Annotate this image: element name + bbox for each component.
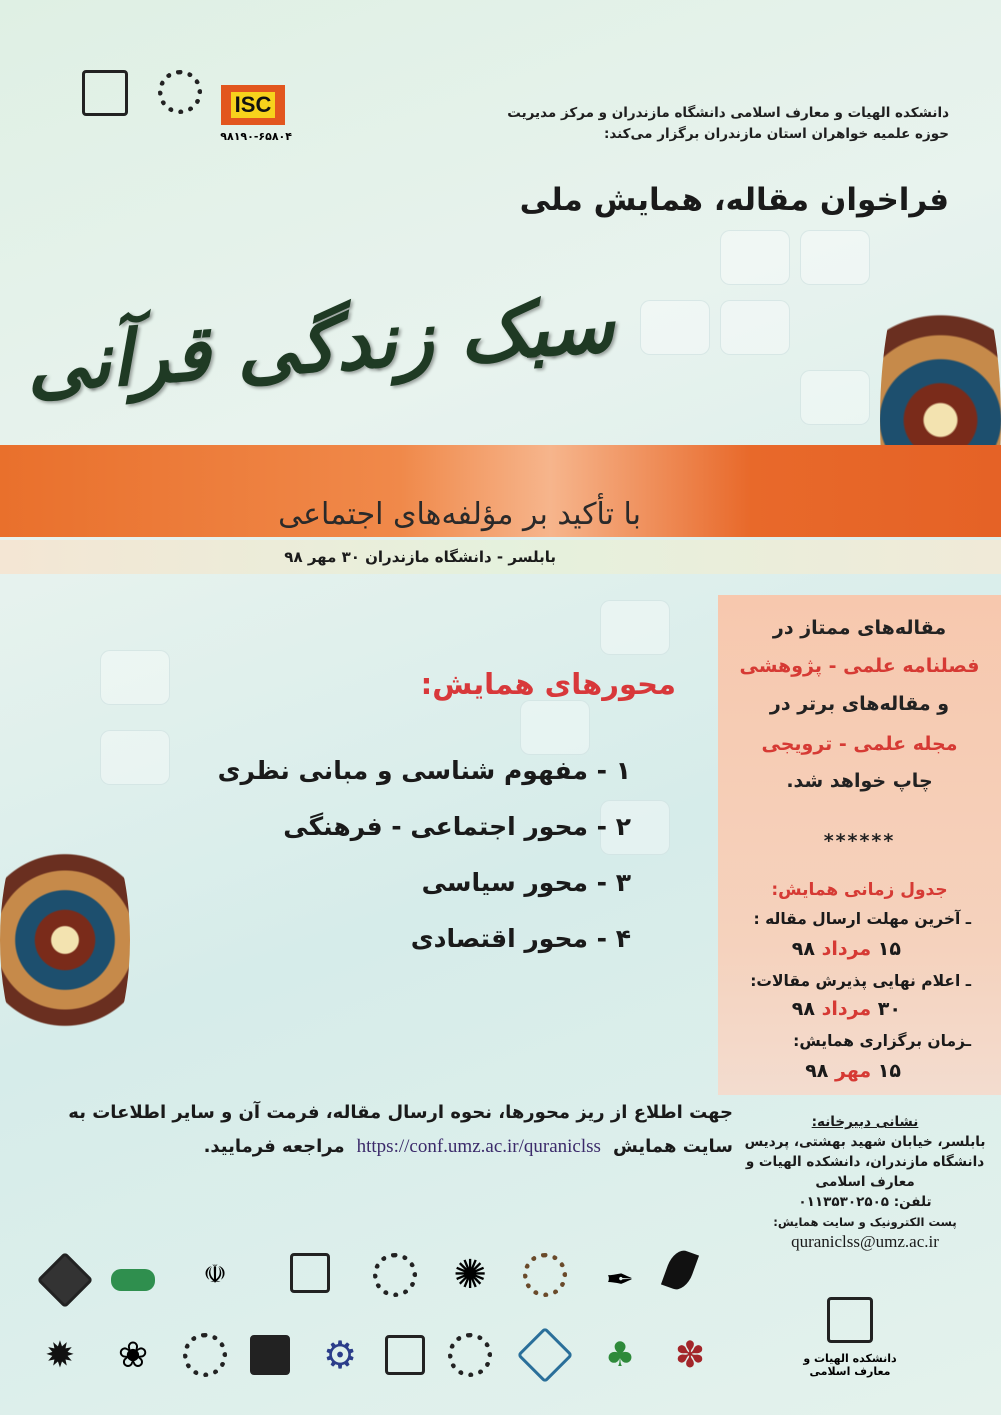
- sponsor-logo: ❀: [117, 1334, 149, 1376]
- subtitle: با تأکید بر مؤلفه‌های اجتماعی: [278, 497, 641, 532]
- panel-line-highlight: مجله علمی - ترویجی: [761, 733, 958, 755]
- place-date: بابلسر - دانشگاه مازندران ۳۰ مهر ۹۸: [284, 548, 556, 566]
- info-text: سایت همایش: [612, 1136, 733, 1157]
- address-block: [740, 1112, 990, 1252]
- panel-line: چاپ خواهد شد.: [786, 770, 933, 792]
- sponsor-logo: [285, 1248, 335, 1298]
- panel-line-highlight: فصلنامه علمی - پژوهشی: [739, 655, 980, 677]
- sponsor-logo: ⚙: [322, 1333, 358, 1377]
- isc-code: ۹۸۱۹۰-۶۵۸۰۴: [220, 130, 292, 143]
- info-line: [20, 1136, 733, 1158]
- schedule-label: ـزمان برگزاری همایش:: [793, 1032, 971, 1050]
- stars-divider: ******: [823, 830, 896, 852]
- mandala-ornament-left: [0, 790, 130, 1090]
- schedule-date: ۱۵ مهر ۹۸: [805, 1060, 901, 1082]
- tree-icon: [82, 70, 128, 116]
- isc-label: ISC: [231, 92, 276, 118]
- organizer-text: [470, 103, 949, 145]
- conference-url-link[interactable]: https://conf.umz.ac.ir/quraniclss: [356, 1136, 601, 1157]
- bg-tile: [600, 600, 670, 655]
- bg-tile: [520, 700, 590, 755]
- schedule-date: ۳۰ مرداد ۹۸: [791, 998, 901, 1020]
- urmia-logo: ✹: [44, 1334, 76, 1376]
- kosar-logo: [180, 1330, 230, 1380]
- faculty-logo: [820, 1295, 880, 1345]
- bg-tile: [640, 300, 710, 355]
- sponsor-logo: ✽: [674, 1334, 706, 1376]
- sponsor-logo: [40, 1255, 90, 1305]
- email-label: پست الکترونیک و سایت همایش:: [773, 1215, 957, 1229]
- schedule-title: جدول زمانی همایش:: [771, 880, 948, 900]
- sponsor-logo: ✒: [605, 1260, 635, 1300]
- bg-tile: [720, 300, 790, 355]
- axis-item: ۳ - محور سیاسی: [421, 868, 631, 897]
- info-line: جهت اطلاع از ریز محورها، نحوه ارسال مقاله، فرمت آن و سایر اطلاعات به: [68, 1102, 733, 1123]
- axes-title: محورهای همایش:: [420, 667, 676, 701]
- sponsor-logo: ☫: [203, 1260, 227, 1290]
- schedule-label: ـ اعلام نهایی پذیرش مقالات:: [750, 972, 971, 990]
- umz-logo: [75, 70, 135, 116]
- sponsor-logo: [445, 1330, 495, 1380]
- schedule-label: ـ آخرین مهلت ارسال مقاله :: [753, 910, 971, 928]
- sponsor-logo: [520, 1330, 570, 1380]
- address-line: معارف اسلامی: [815, 1174, 915, 1190]
- address-title: نشانی دبیرخانه:: [811, 1114, 919, 1130]
- bg-tile: [800, 370, 870, 425]
- sponsor-logo: [520, 1250, 570, 1300]
- panel-line: و مقاله‌های برتر در: [769, 693, 950, 715]
- address-line: دانشگاه مازندران، دانشکده الهیات و: [745, 1154, 985, 1170]
- sponsor-logo: [245, 1330, 295, 1380]
- hawza-logo: [150, 70, 210, 114]
- sponsor-logo: ♣: [604, 1335, 636, 1375]
- hexagon-icon: [158, 70, 202, 114]
- sponsor-logo: [370, 1250, 420, 1300]
- call-title: فراخوان مقاله، همایش ملی: [519, 182, 949, 218]
- organizer-line: حوزه علمیه خواهران استان مازندران برگزار می‌کند:: [603, 126, 949, 142]
- email-link[interactable]: quraniclss@umz.ac.ir: [791, 1232, 939, 1251]
- info-text: مراجعه فرمایید.: [203, 1136, 345, 1157]
- phone: تلفن: ۰۱۱۳۵۳۰۲۵۰۵: [798, 1194, 932, 1210]
- sponsor-logo: [655, 1245, 705, 1295]
- main-title: سبک زندگی قرآنی: [23, 279, 617, 410]
- sponsor-logo: ✺: [453, 1252, 487, 1298]
- isc-logo: [221, 85, 285, 125]
- sponsor-logo: [380, 1330, 430, 1380]
- schedule-date: ۱۵ مرداد ۹۸: [791, 938, 901, 960]
- faculty-logo-caption: دانشکده الهیات و معارف اسلامی: [803, 1352, 897, 1378]
- address-line: بابلسر، خیابان شهید بهشتی، پردیس: [744, 1134, 986, 1150]
- axis-item: ۱ - مفهوم شناسی و مبانی نظری: [217, 756, 631, 785]
- bg-tile: [800, 230, 870, 285]
- organizer-line: دانشکده الهیات و معارف اسلامی دانشگاه مازندران و مرکز مدیریت: [507, 105, 949, 121]
- bg-tile: [100, 650, 170, 705]
- panel-line: مقاله‌های ممتاز در: [772, 617, 947, 639]
- axis-item: ۲ - محور اجتماعی - فرهنگی: [283, 812, 631, 841]
- axis-item: ۴ - محور اقتصادی: [410, 924, 631, 953]
- bg-tile: [720, 230, 790, 285]
- sponsor-logo: [108, 1255, 158, 1305]
